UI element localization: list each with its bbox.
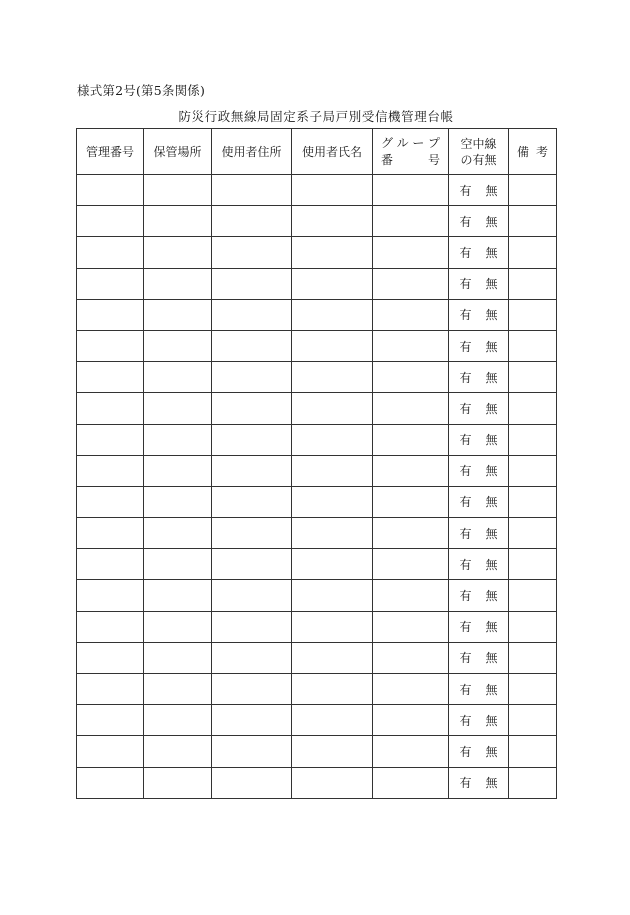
cell-storage-location[interactable] [144, 518, 212, 549]
table-row [77, 206, 557, 237]
cell-user-name[interactable] [292, 362, 373, 393]
cell-remarks[interactable] [509, 455, 557, 486]
cell-remarks[interactable] [509, 549, 557, 580]
presence-yes[interactable]: 有 [459, 370, 472, 385]
table-row [77, 705, 557, 736]
cell-group-number[interactable] [373, 518, 449, 549]
cell-user-name[interactable] [292, 175, 373, 206]
cell-user-address[interactable] [212, 393, 292, 424]
cell-group-number[interactable] [373, 580, 449, 611]
cell-user-name[interactable] [292, 299, 373, 330]
cell-aerial-line-presence[interactable] [449, 674, 509, 705]
presence-no[interactable]: 無 [485, 713, 498, 728]
cell-aerial-line-presence[interactable] [449, 611, 509, 642]
cell-remarks[interactable] [509, 237, 557, 268]
cell-user-name[interactable] [292, 393, 373, 424]
cell-management-number[interactable] [77, 206, 144, 237]
table-row [77, 268, 557, 299]
presence-yes[interactable]: 有 [459, 651, 472, 666]
header-remarks: 備 考 [509, 129, 557, 175]
cell-storage-location[interactable] [144, 674, 212, 705]
cell-user-name[interactable] [292, 206, 373, 237]
cell-aerial-line-presence[interactable] [449, 362, 509, 393]
cell-user-address[interactable] [212, 705, 292, 736]
cell-user-name[interactable] [292, 642, 373, 673]
presence-no[interactable]: 無 [485, 370, 498, 385]
cell-storage-location[interactable] [144, 299, 212, 330]
group-number-bottom-line: 番 号 [381, 152, 440, 167]
cell-aerial-line-presence[interactable] [449, 393, 509, 424]
table-row [77, 237, 557, 268]
cell-management-number[interactable] [77, 362, 144, 393]
cell-user-address[interactable] [212, 175, 292, 206]
cell-user-name[interactable] [292, 486, 373, 517]
cell-user-name[interactable] [292, 611, 373, 642]
presence-no[interactable]: 無 [485, 464, 498, 479]
cell-storage-location[interactable] [144, 175, 212, 206]
cell-remarks[interactable] [509, 705, 557, 736]
cell-management-number[interactable] [77, 549, 144, 580]
presence-yes[interactable]: 有 [459, 433, 472, 448]
cell-user-address[interactable] [212, 206, 292, 237]
table-row [77, 736, 557, 767]
cell-aerial-line-presence[interactable] [449, 705, 509, 736]
presence-yes[interactable]: 有 [459, 682, 472, 697]
cell-user-address[interactable] [212, 642, 292, 673]
cell-user-address[interactable] [212, 362, 292, 393]
cell-user-name[interactable] [292, 580, 373, 611]
ledger-table [76, 128, 557, 799]
cell-user-address[interactable] [212, 611, 292, 642]
cell-user-name[interactable] [292, 767, 373, 798]
presence-yes[interactable]: 有 [459, 713, 472, 728]
cell-management-number[interactable] [77, 767, 144, 798]
cell-management-number[interactable] [77, 580, 144, 611]
cell-remarks[interactable] [509, 674, 557, 705]
cell-management-number[interactable] [77, 299, 144, 330]
header-user-address: 使用者住所 [212, 129, 292, 175]
presence-no[interactable]: 無 [485, 682, 498, 697]
cell-aerial-line-presence[interactable] [449, 330, 509, 361]
cell-storage-location[interactable] [144, 580, 212, 611]
cell-group-number[interactable] [373, 330, 449, 361]
presence-no[interactable]: 無 [485, 495, 498, 510]
cell-storage-location[interactable] [144, 611, 212, 642]
table-row [77, 674, 557, 705]
cell-group-number[interactable] [373, 549, 449, 580]
form-number-label: 様式第2号(第5条関係) [77, 83, 206, 98]
presence-no[interactable]: 無 [485, 401, 498, 416]
cell-group-number[interactable] [373, 175, 449, 206]
header-group-number [373, 129, 449, 175]
cell-user-name[interactable] [292, 455, 373, 486]
cell-user-name[interactable] [292, 268, 373, 299]
cell-remarks[interactable] [509, 268, 557, 299]
cell-storage-location[interactable] [144, 268, 212, 299]
cell-management-number[interactable] [77, 642, 144, 673]
cell-user-address[interactable] [212, 424, 292, 455]
cell-group-number[interactable] [373, 455, 449, 486]
cell-management-number[interactable] [77, 268, 144, 299]
cell-remarks[interactable] [509, 486, 557, 517]
cell-group-number[interactable] [373, 237, 449, 268]
table-row [77, 424, 557, 455]
presence-no[interactable]: 無 [485, 277, 498, 292]
header-management-number: 管理番号 [77, 129, 144, 175]
presence-yes[interactable]: 有 [459, 744, 472, 759]
cell-user-address[interactable] [212, 674, 292, 705]
cell-storage-location[interactable] [144, 642, 212, 673]
presence-no[interactable]: 無 [485, 620, 498, 635]
cell-aerial-line-presence[interactable] [449, 206, 509, 237]
cell-user-name[interactable] [292, 330, 373, 361]
ledger-body [77, 175, 557, 799]
presence-yes[interactable]: 有 [459, 620, 472, 635]
presence-no[interactable]: 無 [485, 776, 498, 791]
cell-user-name[interactable] [292, 549, 373, 580]
cell-group-number[interactable] [373, 674, 449, 705]
cell-storage-location[interactable] [144, 330, 212, 361]
table-row [77, 767, 557, 798]
cell-storage-location[interactable] [144, 424, 212, 455]
presence-no[interactable]: 無 [485, 526, 498, 541]
cell-user-address[interactable] [212, 580, 292, 611]
cell-storage-location[interactable] [144, 549, 212, 580]
presence-yes[interactable]: 有 [459, 526, 472, 541]
cell-user-address[interactable] [212, 486, 292, 517]
cell-group-number[interactable] [373, 642, 449, 673]
cell-remarks[interactable] [509, 424, 557, 455]
cell-user-name[interactable] [292, 424, 373, 455]
cell-management-number[interactable] [77, 518, 144, 549]
presence-no[interactable]: 無 [485, 589, 498, 604]
cell-aerial-line-presence[interactable] [449, 237, 509, 268]
cell-group-number[interactable] [373, 299, 449, 330]
cell-management-number[interactable] [77, 175, 144, 206]
cell-user-name[interactable] [292, 237, 373, 268]
cell-remarks[interactable] [509, 393, 557, 424]
presence-yes[interactable]: 有 [459, 277, 472, 292]
cell-group-number[interactable] [373, 767, 449, 798]
table-row [77, 330, 557, 361]
presence-no[interactable]: 無 [485, 557, 498, 572]
presence-no[interactable]: 無 [485, 183, 498, 198]
presence-yes[interactable]: 有 [459, 495, 472, 510]
cell-group-number[interactable] [373, 705, 449, 736]
cell-remarks[interactable] [509, 611, 557, 642]
cell-user-address[interactable] [212, 455, 292, 486]
cell-aerial-line-presence[interactable] [449, 299, 509, 330]
presence-yes[interactable]: 有 [459, 557, 472, 572]
presence-no[interactable]: 無 [485, 651, 498, 666]
presence-yes[interactable]: 有 [459, 776, 472, 791]
table-row [77, 611, 557, 642]
header-row [77, 129, 557, 175]
cell-management-number[interactable] [77, 674, 144, 705]
cell-aerial-line-presence[interactable] [449, 642, 509, 673]
header-aerial-line [449, 129, 509, 175]
cell-management-number[interactable] [77, 424, 144, 455]
cell-management-number[interactable] [77, 705, 144, 736]
presence-no[interactable]: 無 [485, 245, 498, 260]
presence-no[interactable]: 無 [485, 308, 498, 323]
cell-management-number[interactable] [77, 330, 144, 361]
presence-yes[interactable]: 有 [459, 401, 472, 416]
table-row [77, 580, 557, 611]
presence-yes[interactable]: 有 [459, 464, 472, 479]
cell-storage-location[interactable] [144, 705, 212, 736]
cell-remarks[interactable] [509, 767, 557, 798]
presence-no[interactable]: 無 [485, 214, 498, 229]
cell-user-address[interactable] [212, 268, 292, 299]
cell-storage-location[interactable] [144, 767, 212, 798]
cell-group-number[interactable] [373, 736, 449, 767]
header-user-name: 使用者氏名 [292, 129, 373, 175]
cell-user-name[interactable] [292, 518, 373, 549]
cell-management-number[interactable] [77, 611, 144, 642]
aerial-line-line1: 空中線 [460, 136, 497, 151]
cell-aerial-line-presence[interactable] [449, 424, 509, 455]
presence-yes[interactable]: 有 [459, 339, 472, 354]
cell-aerial-line-presence[interactable] [449, 580, 509, 611]
cell-user-name[interactable] [292, 705, 373, 736]
cell-aerial-line-presence[interactable] [449, 736, 509, 767]
cell-storage-location[interactable] [144, 362, 212, 393]
presence-yes[interactable]: 有 [459, 214, 472, 229]
cell-user-address[interactable] [212, 299, 292, 330]
cell-user-address[interactable] [212, 330, 292, 361]
cell-aerial-line-presence[interactable] [449, 486, 509, 517]
cell-remarks[interactable] [509, 642, 557, 673]
table-row [77, 393, 557, 424]
cell-user-address[interactable] [212, 237, 292, 268]
cell-remarks[interactable] [509, 299, 557, 330]
cell-storage-location[interactable] [144, 206, 212, 237]
cell-group-number[interactable] [373, 268, 449, 299]
cell-storage-location[interactable] [144, 393, 212, 424]
cell-aerial-line-presence[interactable] [449, 518, 509, 549]
cell-management-number[interactable] [77, 736, 144, 767]
cell-storage-location[interactable] [144, 486, 212, 517]
cell-user-name[interactable] [292, 674, 373, 705]
presence-no[interactable]: 無 [485, 744, 498, 759]
table-row [77, 362, 557, 393]
cell-user-address[interactable] [212, 767, 292, 798]
cell-aerial-line-presence[interactable] [449, 268, 509, 299]
presence-yes[interactable]: 有 [459, 589, 472, 604]
cell-user-address[interactable] [212, 518, 292, 549]
cell-user-address[interactable] [212, 736, 292, 767]
table-row [77, 486, 557, 517]
presence-no[interactable]: 無 [485, 339, 498, 354]
aerial-line-line2: の有無 [460, 152, 497, 167]
cell-group-number[interactable] [373, 206, 449, 237]
cell-aerial-line-presence[interactable] [449, 455, 509, 486]
cell-aerial-line-presence[interactable] [449, 175, 509, 206]
cell-user-address[interactable] [212, 549, 292, 580]
table-row [77, 299, 557, 330]
table-row [77, 518, 557, 549]
cell-remarks[interactable] [509, 175, 557, 206]
presence-yes[interactable]: 有 [459, 183, 472, 198]
cell-remarks[interactable] [509, 580, 557, 611]
table-row [77, 175, 557, 206]
presence-yes[interactable]: 有 [459, 245, 472, 260]
presence-yes[interactable]: 有 [459, 308, 472, 323]
cell-group-number[interactable] [373, 362, 449, 393]
table-row [77, 642, 557, 673]
cell-remarks[interactable] [509, 518, 557, 549]
cell-storage-location[interactable] [144, 736, 212, 767]
cell-group-number[interactable] [373, 486, 449, 517]
cell-management-number[interactable] [77, 237, 144, 268]
cell-storage-location[interactable] [144, 237, 212, 268]
cell-group-number[interactable] [373, 393, 449, 424]
table-row [77, 455, 557, 486]
cell-management-number[interactable] [77, 486, 144, 517]
cell-management-number[interactable] [77, 393, 144, 424]
cell-remarks[interactable] [509, 330, 557, 361]
cell-group-number[interactable] [373, 611, 449, 642]
cell-aerial-line-presence[interactable] [449, 767, 509, 798]
cell-remarks[interactable] [509, 736, 557, 767]
header-storage-location: 保管場所 [144, 129, 212, 175]
cell-storage-location[interactable] [144, 455, 212, 486]
group-number-top-line: グ ル ー プ [381, 135, 440, 150]
table-row [77, 549, 557, 580]
cell-aerial-line-presence[interactable] [449, 549, 509, 580]
document-title: 防災行政無線局固定系子局戸別受信機管理台帳 [178, 109, 454, 124]
cell-user-name[interactable] [292, 736, 373, 767]
cell-management-number[interactable] [77, 455, 144, 486]
cell-remarks[interactable] [509, 362, 557, 393]
cell-group-number[interactable] [373, 424, 449, 455]
presence-no[interactable]: 無 [485, 433, 498, 448]
cell-remarks[interactable] [509, 206, 557, 237]
